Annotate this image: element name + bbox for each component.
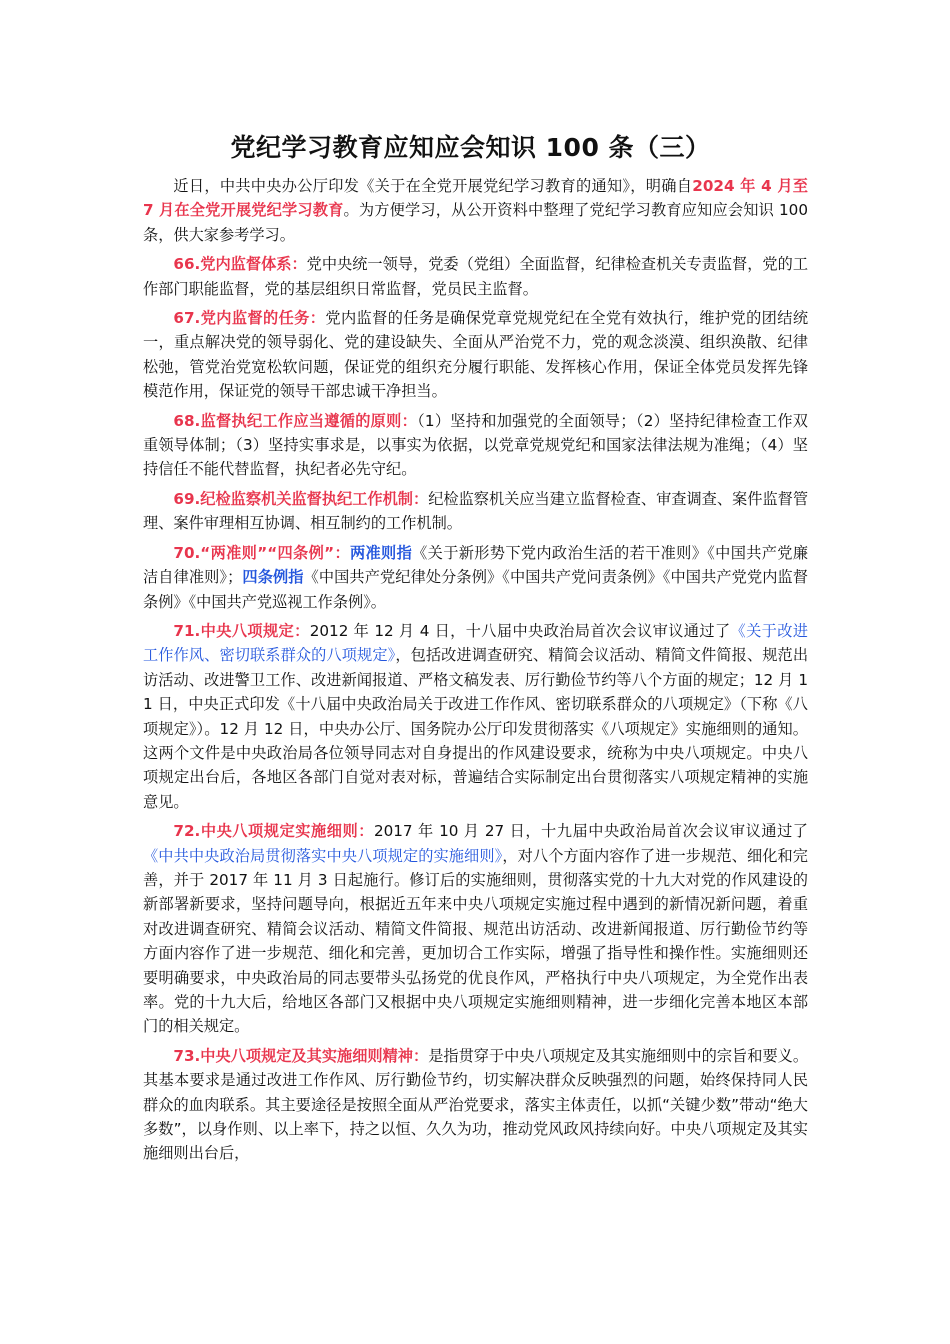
document-page bbox=[143, 128, 808, 1171]
keyword-two-guidelines: 两准则指 bbox=[349, 543, 413, 562]
document-link[interactable]: 《中共中央政治局贯彻落实中央八项规定的实施细则》 bbox=[143, 846, 503, 865]
item-body-part-1: 2017 年 10 月 27 日，十九届中央政治局首次会议审议通过了 bbox=[373, 822, 808, 841]
keyword-four-regulations: 四条例指 bbox=[242, 568, 304, 587]
item-heading: 69.纪检监察机关监督执纪工作机制： bbox=[173, 489, 429, 508]
item-heading: 71.中央八项规定： bbox=[173, 621, 310, 640]
item-69 bbox=[143, 487, 808, 536]
item-70 bbox=[143, 541, 808, 614]
item-71 bbox=[143, 619, 808, 814]
page-title: 党纪学习教育应知应会知识 100 条（三） bbox=[230, 133, 711, 162]
item-67 bbox=[143, 306, 808, 404]
item-body-part-2: 《中国共产党纪律处分条例》《中国共产党问责条例》《中国共产党党内监督条例》《中国共产党巡视工作条例》。 bbox=[143, 568, 808, 611]
item-body: 党内监督的任务是确保党章党规党纪在全党有效执行，维护党的团结统一，重点解决党的领导弱化、党的建设缺失、全面从严治党不力，党的观念淡漠、组织涣散、纪律松弛，管党治党宽松软问题，保证党的组织充分履行职能、发挥核心作用，保证全体党员发挥先锋模范作用，保证党的领导干部忠诚干净担当。 bbox=[143, 309, 809, 401]
document-link[interactable]: 《关于改进工作作风、密切联系群众的八项规定》 bbox=[143, 621, 809, 665]
intro-text-1: 近日，中共中央办公厅印发《关于在全党开展党纪学习教育的通知》，明确自 bbox=[173, 177, 693, 195]
item-68 bbox=[143, 409, 808, 482]
intro-highlight: 2024 年 4 月至 7 月在全党开展党纪学习教育 bbox=[143, 177, 808, 220]
intro-paragraph bbox=[143, 174, 808, 247]
item-body: （1）坚持和加强党的全面领导；（2）坚持纪律检查工作双重领导体制；（3）坚持实事求是，以事实为依据，以党章党规党纪和国家法律法规为准绳；（4）坚持信任不能代替监督，执纪者必先守纪。 bbox=[143, 411, 808, 479]
item-73 bbox=[143, 1044, 808, 1166]
item-body: 纪检监察机关应当建立监督检查、审查调查、案件监督管理、案件审理相互协调、相互制约的工作机制。 bbox=[143, 489, 809, 533]
item-72 bbox=[143, 819, 808, 1039]
item-66 bbox=[143, 252, 808, 301]
item-body: 是指贯穿于中央八项规定及其实施细则中的宗旨和要义。其基本要求是通过改进工作作风、厉行勤俭节约，切实解决群众反映强烈的问题，始终保持同人民群众的血肉联系。其主要途径是按照全面从严治党要求，落实主体责任，以抓“关键少数”带动“绝大多数”，以身作则、以上率下，持之以恒、久久为功，推动党风政风持续向好。中央八项规定及其实施细则出台后， bbox=[143, 1046, 809, 1163]
item-heading: 67.党内监督的任务： bbox=[173, 309, 326, 328]
item-body-part-2: ，对八个方面内容作了进一步规范、细化和完善，并于 2017 年 11 月 3 日起施行。修订后的实施细则，贯彻落实党的十九大对党的作风建设的新部署新要求，坚持问题导向，根据近五年来中央八项规定实施过程中遇到的新情况新问题，着重对改进调查研究、精简会议活动、精简文件简报、规范出访活动、改进新闻报道、厉行勤俭节约等方面内容作了进一步规范、细化和完善，更加切合工作实际，增强了指导性和操作性。实施细则还要明确要求，中央政治局的同志要带头弘扬党的优良作风，严格执行中央八项规定，为全党作出表率。党的十九大后，给地区各部门又根据中央八项规定实施细则精神，进一步细化完善本地区本部门的相关规定。 bbox=[143, 846, 808, 1036]
item-heading: 72.中央八项规定实施细则： bbox=[173, 822, 374, 841]
item-body-part-2: ，包括改进调查研究、精简会议活动、精简文件简报、规范出访活动、改进警卫工作、改进新闻报道、严格文稿发表、厉行勤俭节约等八个方面的规定；12 月 11 日，中央正式印发《十八届中央政治局关于改进工作作风、密切联系群众的八项规定》（下称《八项规定》）。12 月 12 日，中央办公厅、国务院办公厅印发贯彻落实《八项规定》实施细则的通知。这两个文件是中央政治局各位领导同志对自身提出的作风建设要求，统称为中央八项规定。中央八项规定出台后，各地区各部门自觉对表对标，普遍结合实际制定出台贯彻落实八项规定精神的实施意见。 bbox=[143, 646, 809, 811]
item-heading: 73.中央八项规定及其实施细则精神： bbox=[173, 1046, 429, 1065]
item-body-part-1: 2012 年 12 月 4 日，十八届中央政治局首次会议审议通过了 bbox=[309, 621, 731, 640]
item-heading: 70.“两准则”“四条例”： bbox=[173, 543, 350, 562]
intro-text-2: 。为方便学习，从公开资料中整理了党纪学习教育应知应会知识 100 条，供大家参考学习。 bbox=[143, 201, 808, 244]
item-heading: 68.监督执纪工作应当遵循的原则： bbox=[173, 411, 418, 430]
item-heading: 66.党内监督体系： bbox=[173, 255, 307, 274]
item-body: 党中央统一领导，党委（党组）全面监督，纪律检查机关专责监督，党的工作部门职能监督，党的基层组织日常监督，党员民主监督。 bbox=[143, 255, 809, 298]
item-body-part-1: 《关于新形势下党内政治生活的若干准则》《中国共产党廉洁自律准则》； bbox=[143, 543, 809, 587]
